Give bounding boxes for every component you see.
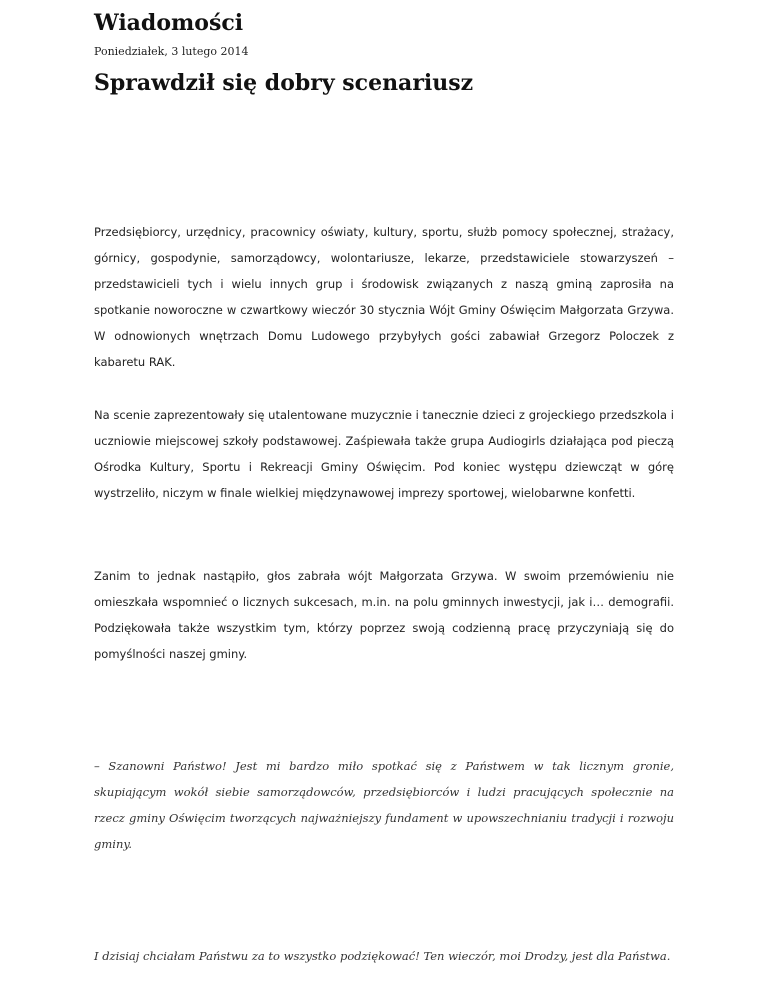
section-title: Wiadomości <box>94 10 244 36</box>
article-title: Sprawdził się dobry scenariusz <box>94 70 474 96</box>
article-paragraph-3: Zanim to jednak nastąpiło, głos zabrała wójt Małgorzata Grzywa. W swoim przemówieniu nie omieszkała wspomnieć o licznych sukcesach, m.in. na polu gminnych inwestycji, jak i… demografii. Podziękowała także wszystkim tym, którzy poprzez swoją codzienną pracę przyczyniają się do pomyślności naszej gminy. <box>94 569 674 661</box>
quote-paragraph-2: I dzisiaj chciałam Państwu za to wszystko podziękować! Ten wieczór, moi Drodzy, jest dla Państwa. <box>94 949 671 963</box>
publication-date: Poniedziałek, 3 lutego 2014 <box>94 45 249 58</box>
article-paragraph-2: Na scenie zaprezentowały się utalentowane muzycznie i tanecznie dzieci z grojeckiego przedszkola i uczniowie miejscowej szkoły podstawowej. Zaśpiewała także grupa Audiogirls działająca pod pieczą Ośrodka Kultury, Sportu i Rekreacji Gminy Oświęcim. Pod koniec występu dziewcząt w górę wystrzeliło, niczym w finale wielkiej międzynawowej imprezy sportowej, wielobarwne konfetti. <box>94 408 674 500</box>
quote-paragraph-1: – Szanowni Państwo! Jest mi bardzo miło spotkać się z Państwem w tak licznym gronie, skupiającym wokół siebie samorządowców, przedsiębiorców i ludzi pracujących społecznie na rzecz gminy Oświęcim tworzących najważniejszy fundament w upowszechnianiu tradycji i rozwoju gminy. <box>94 759 674 851</box>
article-paragraph-1: Przedsiębiorcy, urzędnicy, pracownicy oświaty, kultury, sportu, służb pomocy społecznej, strażacy, górnicy, gospodynie, samorządowcy, wolontariusze, lekarze, przedstawiciele stowarzyszeń – przedstawicieli tych i wielu innych grup i środowisk związanych z naszą gminą zaprosiła na spotkanie noworoczne w czwartkowy wieczór 30 stycznia Wójt Gminy Oświęcim Małgorzata Grzywa. W odnowionych wnętrzach Domu Ludowego przybyłych gości zabawiał Grzegorz Poloczek z kabaretu RAK. <box>94 225 674 369</box>
